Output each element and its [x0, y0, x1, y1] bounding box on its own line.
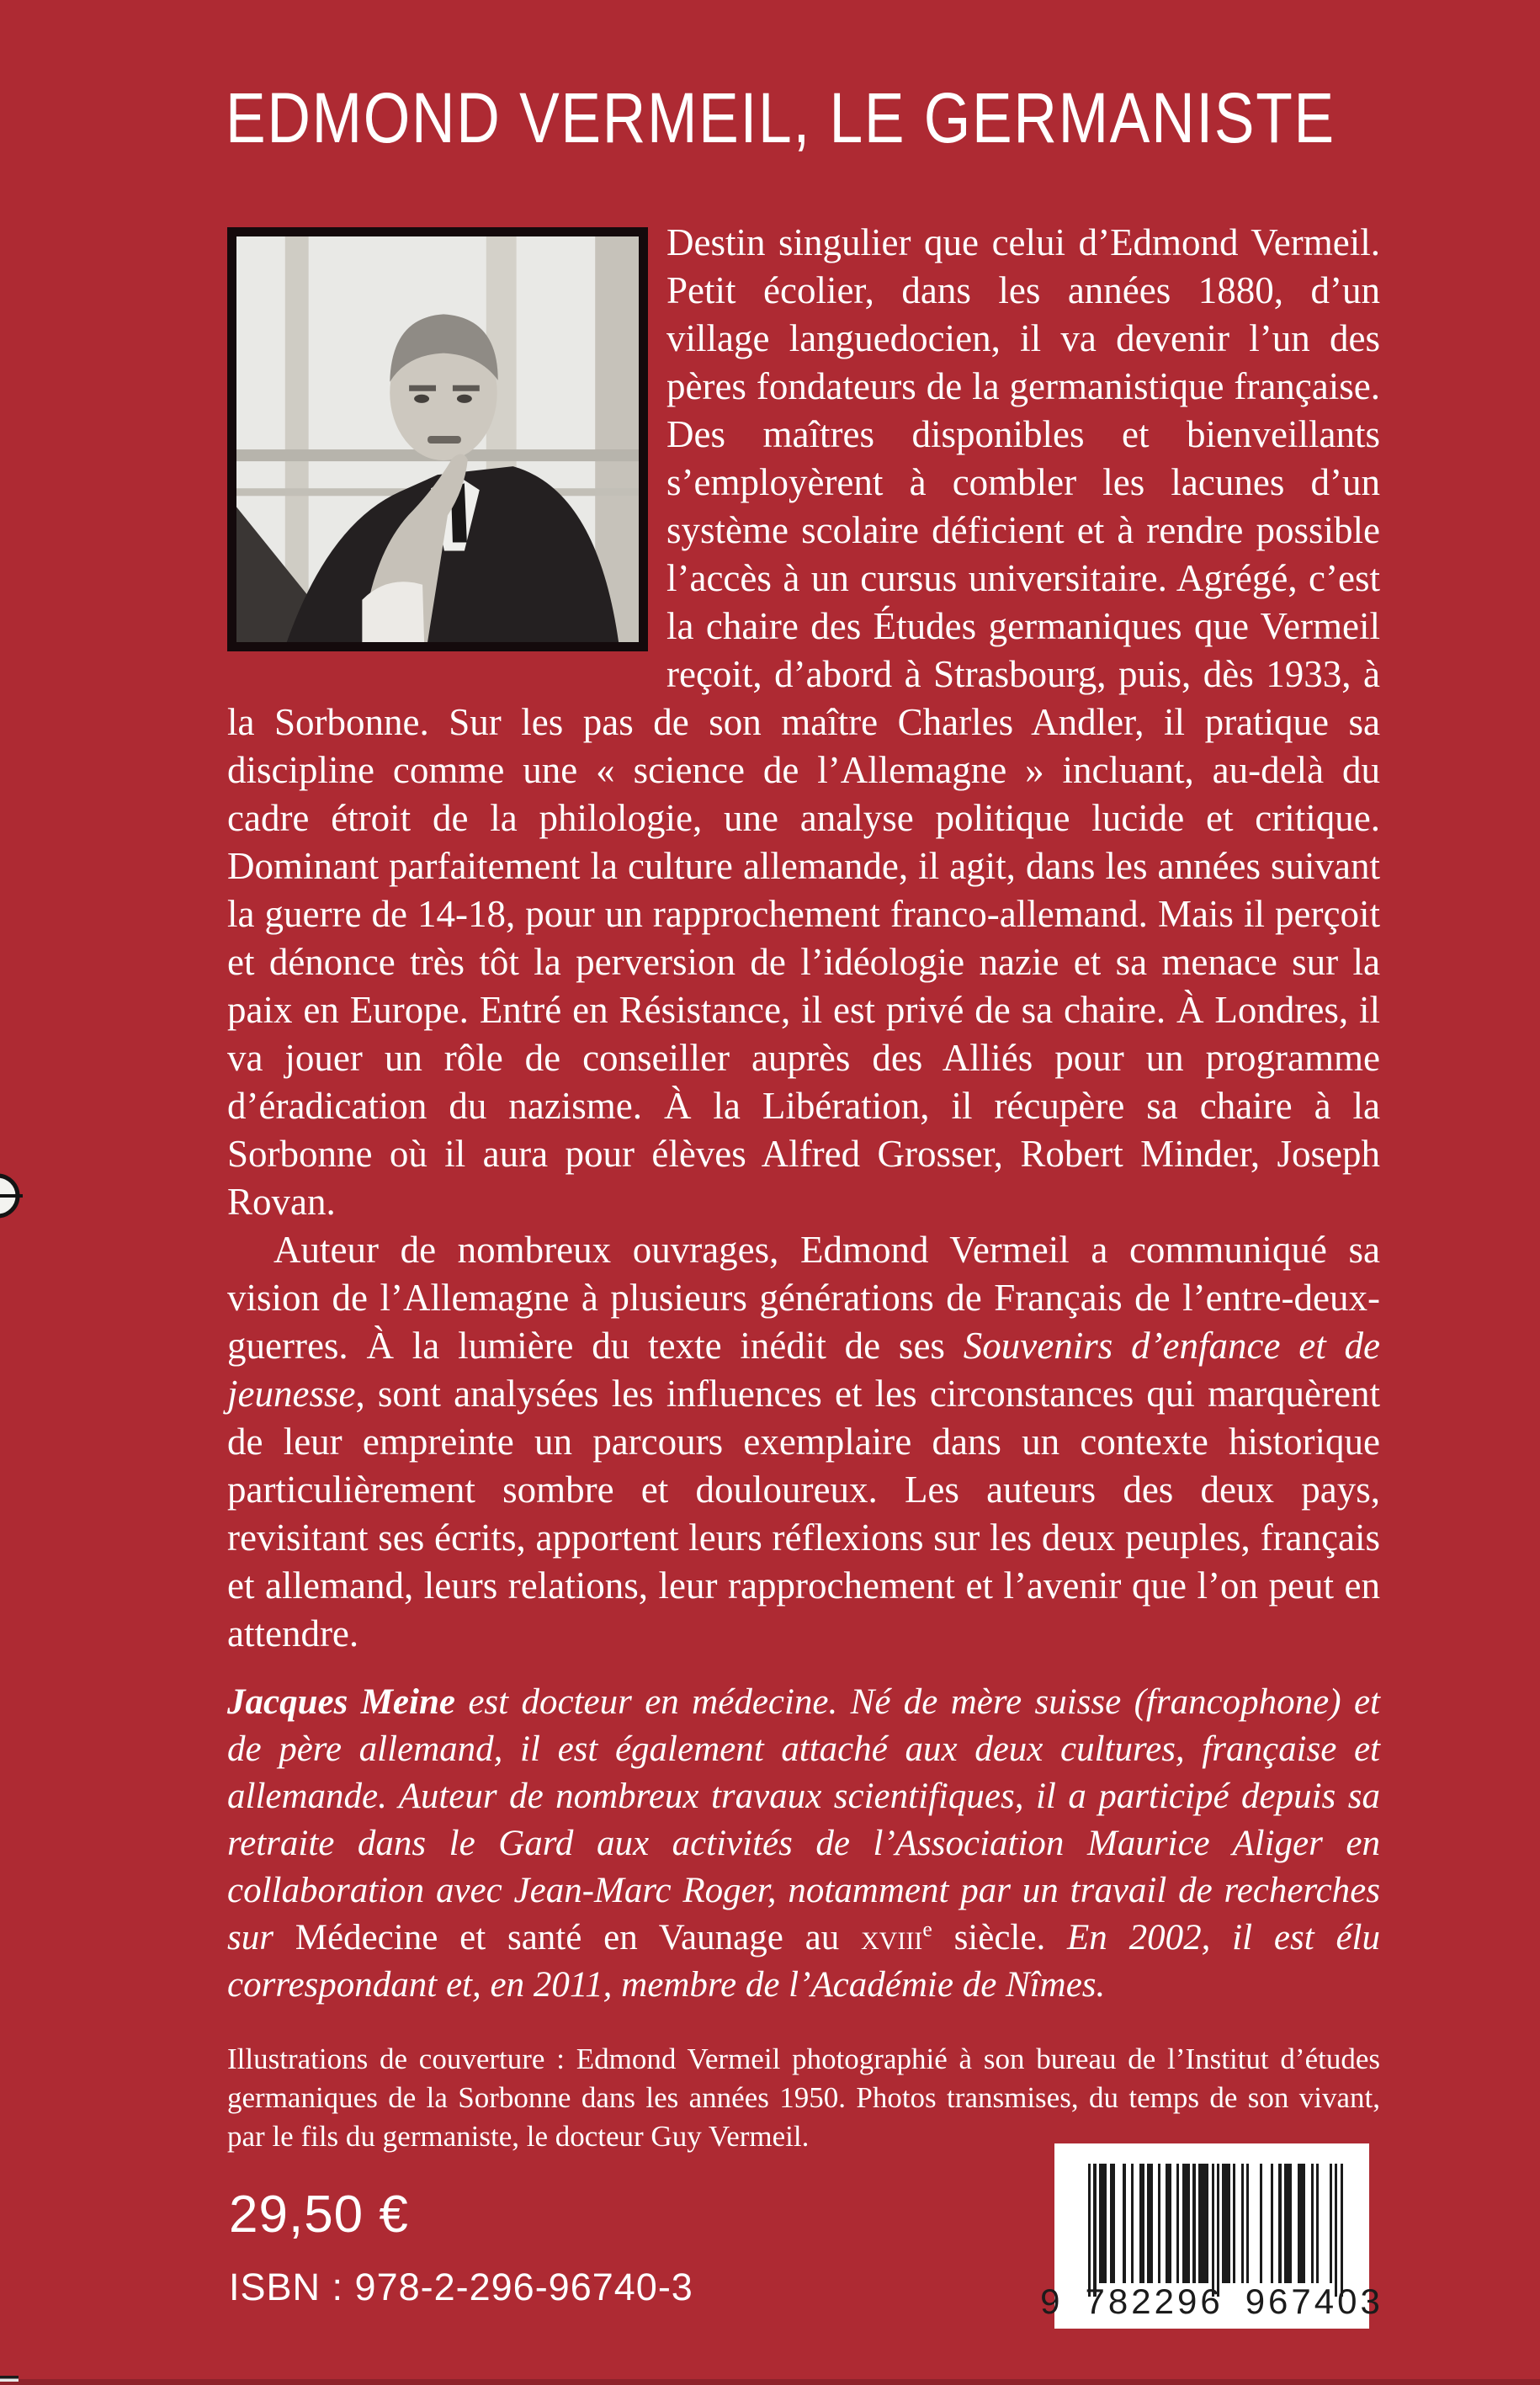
referenced-work-title-part1: Médecine et santé en Vaunage au: [295, 1918, 861, 1957]
synopsis-paragraph-2-text: Auteur de nombreux ouvrages, Edmond Vermeil a communiqué sa vision de l’Allemagne à plusieurs générations de Français de l’entre-deux-guerres. À la lumière du texte inédit de ses: [227, 1229, 1380, 1367]
synopsis-paragraph-1: Destin singulier que celui d’Edmond Vermeil. Petit écolier, dans les années 1880, d’un village languedocien, il va devenir l’un des pères fondateurs de la germanistique française. Des maîtres disponibles et bienveillants s’employèrent à combler les lacunes d’un système scolaire déficient et à rendre possible l’accès à un cursus universitaire. Agrégé, c’est la chaire des Études germaniques que Vermeil reçoit, d’abord à Strasbourg, puis, dès 1933, à la Sorbonne. Sur les pas de son maître Charles Andler, il pratique sa discipline comme une « science de l’Allemagne » incluant, au-delà du cadre étroit de la philologie, une analyse politique lucide et critique. Dominant parfaitement la culture allemande, il agit, dans les années suivant la guerre de 14-18, pour un rapprochement franco-allemand. Mais il perçoit et dénonce très tôt la perversion de l’idéologie nazie et sa menace sur la paix en Europe. Entré en Résistance, il est privé de sa chaire. À Londres, il va jouer un rôle de conseiller auprès des Alliés pour un programme d’éradication du nazisme. À la Libération, il récupère sa chaire à la Sorbonne où il aura pour élèves Alfred Grosser, Robert Minder, Joseph Rovan.: [227, 221, 1380, 1223]
cover-credits: Illustrations de couverture : Edmond Vermeil photographié à son bureau de l’Institut d’études germaniques de la Sorbonne dans les années 1950. Photos transmises, du temps de son vivant, par le fils du germaniste, le docteur Guy Vermeil.: [227, 2042, 1380, 2153]
cited-work-title: Souvenirs d’enfance et de jeunesse: [227, 1325, 1380, 1415]
portrait-illustration: [236, 236, 639, 642]
author-bio-text-1: est docteur en médecine. Né de mère suisse (francophone) et de père allemand, il est également attaché aux deux cultures, française et allemande. Auteur de nombreux travaux scientifiques, il a participé depuis sa retraite dans le Gard aux activités de l’Association Maurice Aliger en collaboration avec Jean-Marc Roger, notamment par un travail de recherches sur: [227, 1682, 1380, 1957]
barcode-digit-group-3: 967403: [1245, 2281, 1383, 2321]
barcode-bars: [1088, 2164, 1343, 2297]
referenced-work-title-part2: siècle.: [932, 1918, 1046, 1957]
corner-print-mark: [0, 2376, 19, 2382]
referenced-work-title: [295, 1918, 1045, 1957]
synopsis: [227, 219, 1380, 1658]
roman-numeral: xviii: [861, 1918, 923, 1957]
registration-mark-icon: [0, 1170, 24, 1222]
barcode-digit-group-1: 9: [1040, 2281, 1064, 2321]
author-name: Jacques Meine: [227, 1682, 455, 1722]
bottom-fold-strip: [0, 2379, 1540, 2385]
page-title: EDMOND VERMEIL, LE GERMANISTE: [226, 78, 1336, 157]
portrait-photo: [227, 227, 648, 651]
synopsis-paragraph-2: [227, 1226, 1380, 1658]
barcode-digits: [1040, 2281, 1383, 2322]
ordinal-superscript: e: [922, 1916, 932, 1941]
isbn: ISBN : 978-2-296-96740-3: [229, 2265, 693, 2308]
barcode-digit-group-2: 782296: [1085, 2281, 1224, 2321]
author-bio-text-2: En 2002, il est élu correspondant et, en 2011, membre de l’Académie de Nîmes.: [227, 1918, 1380, 2005]
synopsis-paragraph-2-continuation: , sont analysées les influences et les circonstances qui marquèrent de leur empreinte un parcours exemplaire dans un contexte historique particulièrement sombre et douloureux. Les auteurs des deux pays, revisitant ses écrits, apportent leurs réflexions sur les deux peuples, français et allemand, leurs relations, leur rapprochement et l’avenir que l’on peut en attendre.: [227, 1373, 1380, 1655]
author-bio: [227, 1679, 1380, 2009]
price: 29,50 €: [229, 2186, 409, 2244]
barcode: [1040, 2143, 1383, 2329]
